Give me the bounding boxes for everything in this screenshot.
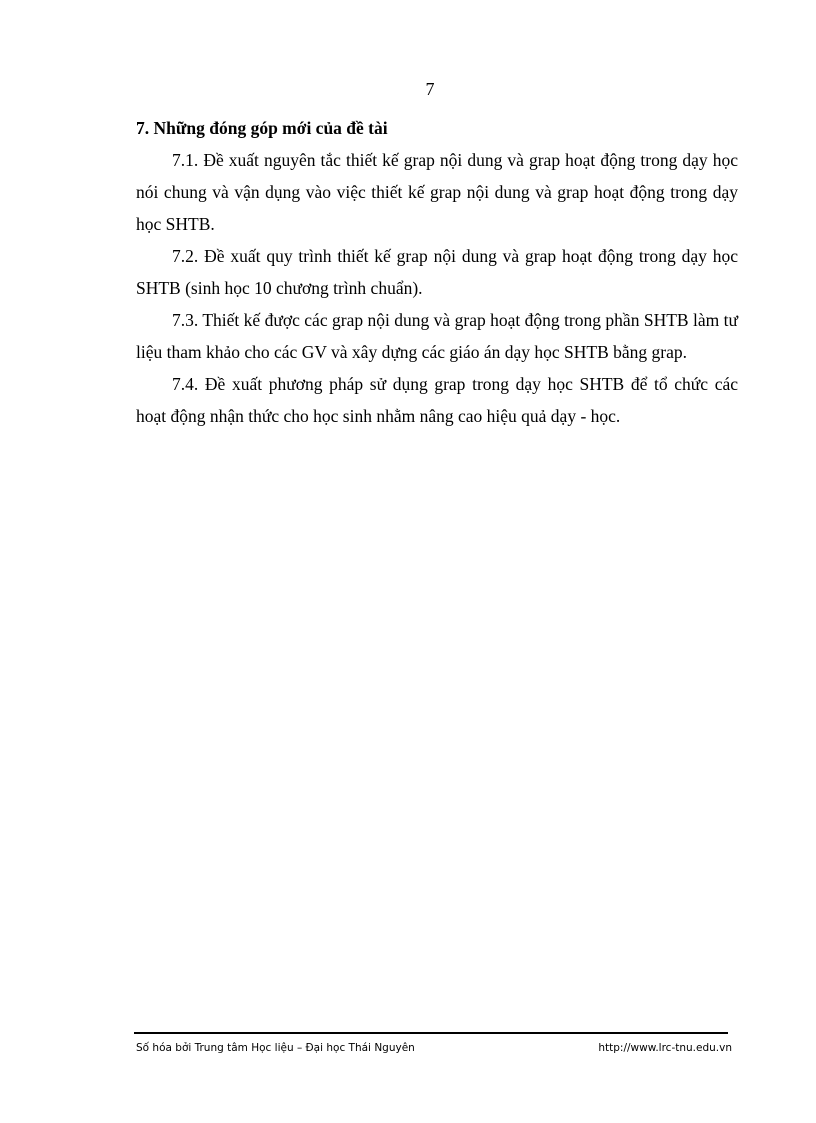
section-heading: 7. Những đóng góp mới của đề tài (136, 118, 388, 138)
page-footer (136, 1041, 732, 1055)
paragraph-7-3: 7.3. Thiết kế được các grap nội dung và grap hoạt động trong phần SHTB làm tư liệu tham khảo cho các GV và xây dựng các giáo án dạy học SHTB bằng grap. (136, 310, 738, 362)
page-number: 7 (425, 79, 435, 99)
paragraph-7-1: 7.1. Đề xuất nguyên tắc thiết kế grap nội dung và grap hoạt động trong dạy học nói chung và vận dụng vào việc thiết kế grap nội dung và grap hoạt động trong dạy học SHTB. (136, 150, 738, 234)
footer-divider (134, 1032, 728, 1034)
paragraph-7-4: 7.4. Đề xuất phương pháp sử dụng grap trong dạy học SHTB để tổ chức các hoạt động nhận thức cho học sinh nhằm nâng cao hiệu quả dạy - học. (136, 374, 738, 426)
footer-url: http://www.lrc-tnu.edu.vn (598, 1042, 732, 1054)
footer-credit: Số hóa bởi Trung tâm Học liệu – Đại học Thái Nguyên (136, 1042, 415, 1054)
document-body (136, 112, 738, 432)
paragraph-7-2: 7.2. Đề xuất quy trình thiết kế grap nội dung và grap hoạt động trong dạy học SHTB (sinh học 10 chương trình chuẩn). (136, 246, 738, 298)
